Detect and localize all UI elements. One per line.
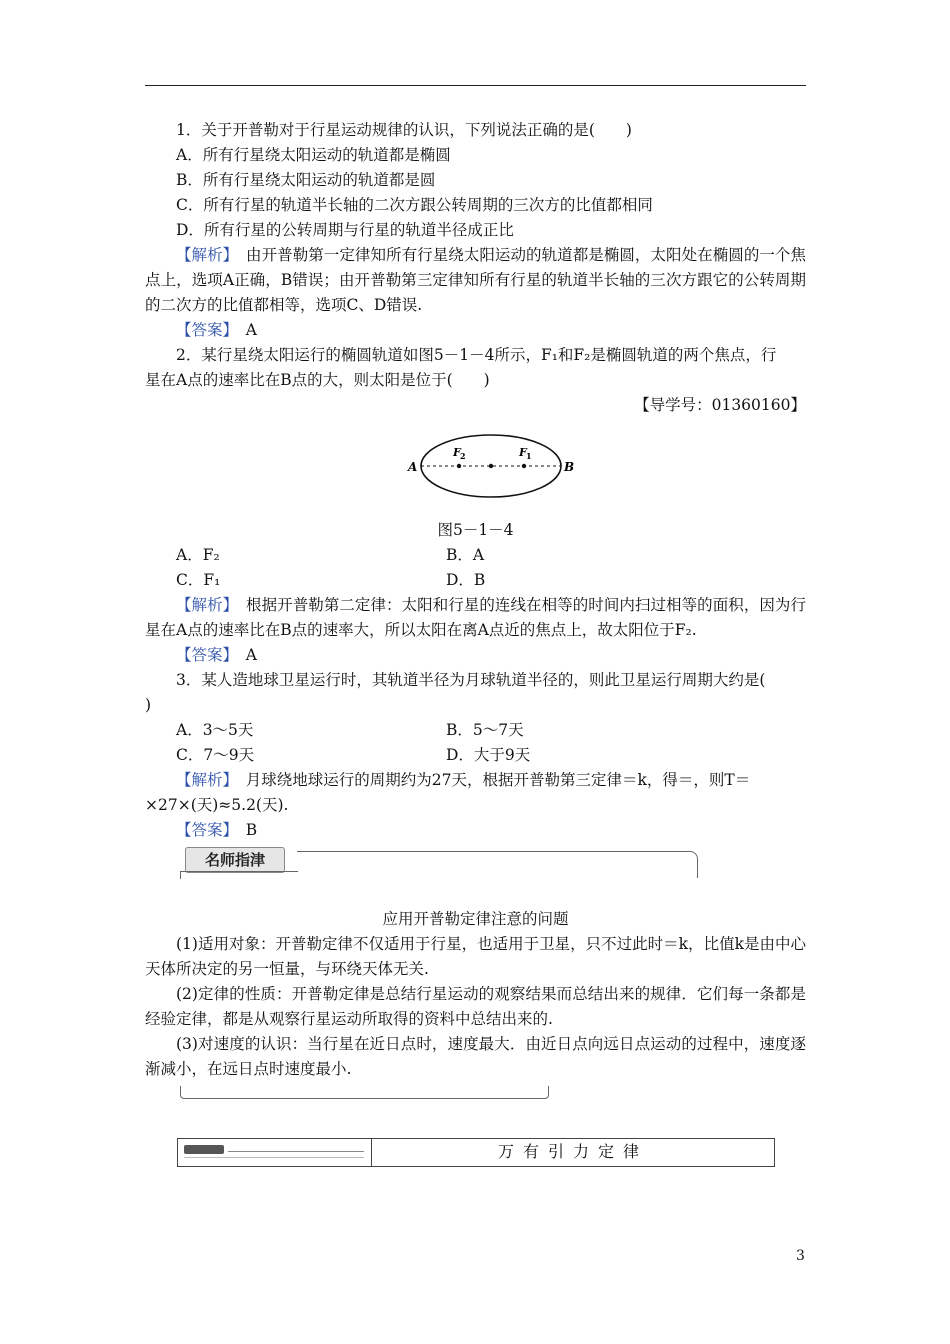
q2-analysis [145,593,806,643]
tip-banner-label: 名师指津 [185,847,285,873]
q1-analysis-text: 由开普勒第一定律知所有行星绕太阳运动的轨道都是椭圆，太阳处在椭圆的一个焦点上，选项A正确，B错误；由开普勒第三定律知所有行星的轨道半长轴的三次方跟它的公转周期的二次方的比值都相等，选项C、D错误. [145,246,806,314]
q3-analysis-text: 月球绕地球运行的周期约为27天，根据开普勒第三定律＝k，得＝，则T＝ [230,771,751,789]
analysis-tag: 【解析】 [176,771,231,789]
q2-stem-line1: 2．某行星绕太阳运行的椭圆轨道如图5－1－4所示，F₁和F₂是椭圆轨道的两个焦点，行 [176,346,777,364]
q3-options-row2 [145,743,806,768]
ellipse-orbit-diagram [403,426,573,506]
page-number: 3 [796,1248,805,1264]
q1-answer-text: A [230,321,257,339]
q3-option-d: D．大于9天 [446,746,531,764]
answer-tag: 【答案】 [176,821,231,839]
q2-answer-text: A [230,646,257,664]
page-content [145,118,806,1112]
q2-option-b: B．A [446,546,485,564]
q3-option-a: A．3～5天 [176,721,254,739]
analysis-tag: 【解析】 [176,246,231,264]
label-f2: F [453,446,461,459]
tip-banner [145,843,806,905]
q3-options-row1 [145,718,806,743]
tip-box-bottom [145,1082,806,1112]
tip-banner-frame [297,851,698,878]
label-a: A [408,460,418,474]
q3-stem-line1: 3．某人造地球卫星运行时，其轨道半径为月球轨道半径的，则此卫星运行周期大约是( [176,671,766,689]
q2-stem-line2: 星在A点的速率比在B点的大，则太阳是位于( ) [145,371,490,389]
guide-number: 【导学号：01360160】 [634,396,806,414]
knowledge-point-rule-2 [184,1157,364,1158]
q3-stem-line2: ) [145,696,152,714]
q2-option-c: C．F₁ [176,571,221,589]
q1-option-d: D．所有行星的公转周期与行星的轨道半径成正比 [176,221,514,239]
knowledge-point-marker [178,1139,372,1166]
q3-analysis-line1 [145,768,806,793]
tip-title: 应用开普勒定律注意的问题 [382,910,569,928]
ellipse-orbit-figure [145,426,806,522]
answer-tag: 【答案】 [176,646,231,664]
q2-options-row2 [145,568,806,593]
q3-option-b: B．5～7天 [446,721,524,739]
header-rule [145,85,806,86]
label-f2-sub: 2 [460,451,466,461]
q2-option-d: D．B [446,571,486,589]
label-f1: F [519,446,527,459]
focus-f1-point [522,464,526,468]
q2-answer [145,643,806,668]
q3-answer-text: B [230,821,258,839]
q1-option-b: B．所有行星绕太阳运动的轨道都是圆 [176,171,436,189]
q3-analysis-line2: ×27×(天)≈5.2(天). [145,796,289,814]
q2-options-row1 [145,543,806,568]
q3-option-c: C．7～9天 [176,746,255,764]
tip-banner-underline [180,871,298,872]
q2-analysis-text: 根据开普勒第二定律：太阳和行星的连线在相等的时间内扫过相等的面积，因为行星在A点的速率比在B点的速率大，所以太阳在离A点近的焦点上，故太阳位于F₂. [145,596,806,639]
knowledge-point-title: 万有引力定律 [497,1142,648,1161]
focus-f2-point [457,464,461,468]
figure-caption: 图5－1－4 [437,521,514,539]
tip-paragraph-2: (2)定律的性质：开普勒定律是总结行星运动的观察结果而总结出来的规律．它们每一条都是经验定律，都是从观察行星运动所取得的资料中总结出来的. [145,985,806,1028]
tip-paragraph-3: (3)对速度的认识：当行星在近日点时，速度最大．由近日点向远日点运动的过程中，速度逐渐减小，在远日点时速度最小. [145,1035,806,1078]
knowledge-point-badge [184,1145,224,1154]
q3-answer [145,818,806,843]
q1-option-c: C．所有行星的轨道半长轴的二次方跟公转周期的三次方的比值都相同 [176,196,653,214]
answer-tag: 【答案】 [176,321,231,339]
q1-answer [145,318,806,343]
label-b: B [564,460,575,474]
knowledge-point-box [177,1138,775,1167]
q1-option-a: A．所有行星绕太阳运动的轨道都是椭圆 [176,146,451,164]
label-f1-sub: 1 [526,451,532,461]
q2-option-a: A．F₂ [176,546,220,564]
q1-analysis [145,243,806,318]
q1-stem: 1．关于开普勒对于行星运动规律的认识，下列说法正确的是( ) [176,121,632,139]
tip-paragraph-1: (1)适用对象：开普勒定律不仅适用于行星，也适用于卫星，只不过此时＝k，比值k是由中心天体所决定的另一恒量，与环绕天体无关. [145,935,806,978]
knowledge-point-rule [228,1151,364,1152]
center-point [489,464,493,468]
tip-banner-cap [180,871,181,879]
analysis-tag: 【解析】 [176,596,231,614]
